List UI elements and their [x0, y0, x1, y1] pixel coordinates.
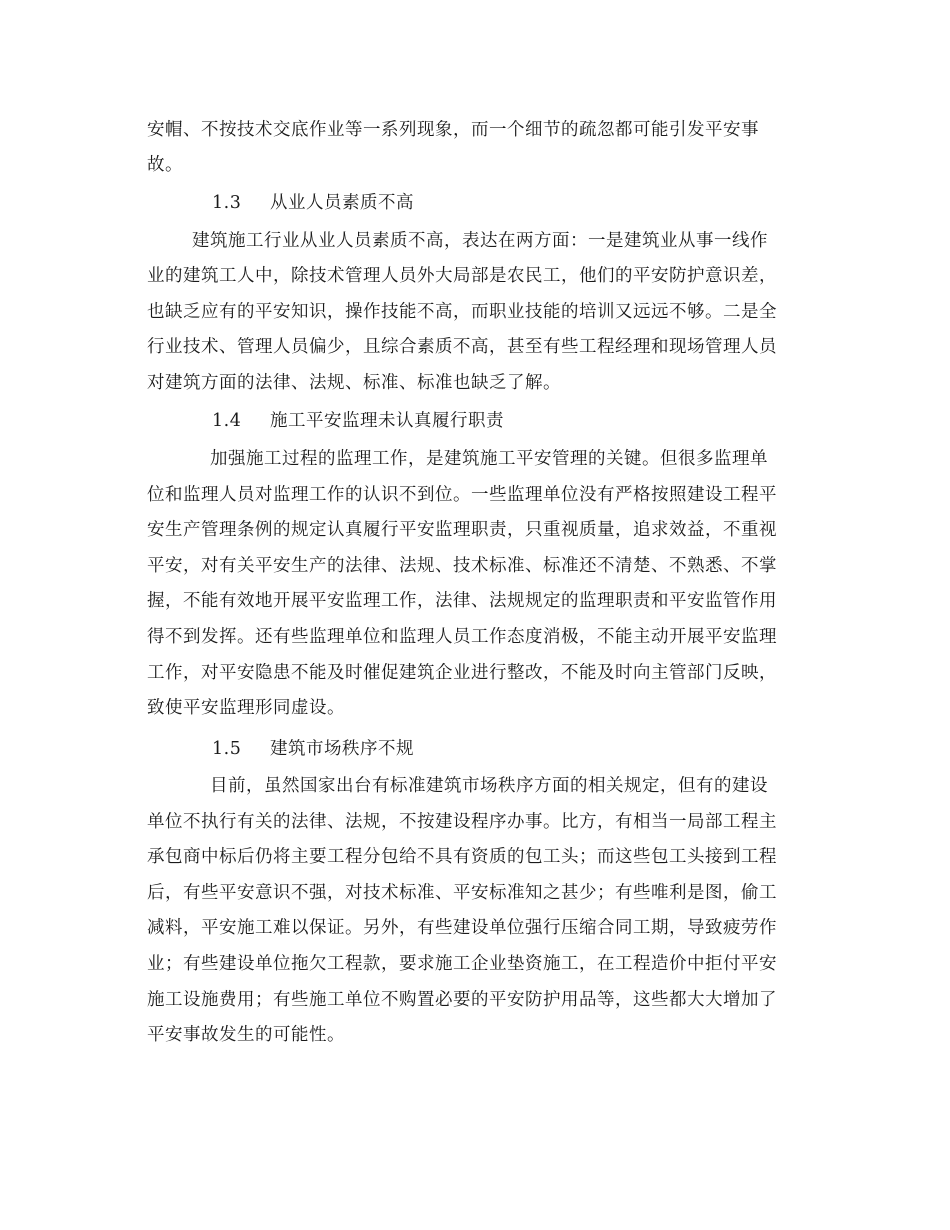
section-number: 1.4	[212, 411, 242, 431]
paragraph-line: 也缺乏应有的平安知识，操作技能不高，而职业技能的培训又远远不够。二是全	[147, 302, 777, 322]
paragraph-line: 对建筑方面的法律、法规、标准、标准也缺乏了解。	[147, 373, 561, 393]
paragraph-line: 后，有些平安意识不强，对技术标准、平安标准知之甚少；有些唯利是图，偷工	[147, 883, 777, 903]
paragraph-line: 安帽、不按技术交底作业等一系列现象，而一个细节的疏忽都可能引发平安事	[147, 120, 759, 140]
paragraph-line: 业；有些建设单位拖欠工程款，要求施工企业垫资施工，在工程造价中拒付平安	[147, 954, 777, 974]
paragraph-line: 加强施工过程的监理工作，是建筑施工平安管理的关键。但很多监理单	[210, 449, 768, 469]
section-number: 1.3	[212, 193, 242, 213]
section-number: 1.5	[212, 739, 242, 759]
paragraph-line: 建筑施工行业从业人员素质不高，表达在两方面：一是建筑业从事一线作	[192, 231, 768, 251]
paragraph-line: 平安，对有关平安生产的法律、法规、技术标准、标准还不清楚、不熟悉、不掌	[147, 556, 777, 576]
paragraph-line: 减料，平安施工难以保证。另外，有些建设单位强行压缩合同工期，导致疲劳作	[147, 918, 777, 938]
paragraph-line: 行业技术、管理人员偏少，且综合素质不高，甚至有些工程经理和现场管理人员	[147, 337, 777, 357]
paragraph-line: 位和监理人员对监理工作的认识不到位。一些监理单位没有严格按照建设工程平	[147, 485, 777, 505]
paragraph-line: 致使平安监理形同虚设。	[147, 698, 345, 718]
section-heading	[212, 186, 414, 220]
paragraph-line: 握，不能有效地开展平安监理工作，法律、法规规定的监理职责和平安监管作用	[147, 591, 777, 611]
section-title: 施工平安监理未认真履行职责	[270, 411, 504, 431]
paragraph-line: 业的建筑工人中，除技术管理人员外大局部是农民工，他们的平安防护意识差，	[147, 266, 777, 286]
section-heading	[212, 404, 504, 438]
paragraph-line: 目前，虽然国家出台有标准建筑市场秩序方面的相关规定，但有的建设	[210, 776, 768, 796]
paragraph-line: 单位不执行有关的法律、法规，不按建设程序办事。比方，有相当一局部工程主	[147, 812, 777, 832]
paragraph-line: 安生产管理条例的规定认真履行平安监理职责，只重视质量，追求效益，不重视	[147, 520, 777, 540]
paragraph-line: 承包商中标后仍将主要工程分包给不具有资质的包工头；而这些包工头接到工程	[147, 847, 777, 867]
paragraph-line: 得不到发挥。还有些监理单位和监理人员工作态度消极，不能主动开展平安监理	[147, 627, 777, 647]
paragraph-line: 施工设施费用；有些施工单位不购置必要的平安防护用品等，这些都大大增加了	[147, 990, 777, 1010]
paragraph-line: 工作，对平安隐患不能及时催促建筑企业进行整改，不能及时向主管部门反映，	[147, 663, 777, 683]
section-heading	[212, 732, 414, 766]
section-title: 从业人员素质不高	[270, 193, 414, 213]
paragraph-line: 平安事故发生的可能性。	[147, 1025, 345, 1045]
paragraph-line: 故。	[147, 155, 183, 175]
section-title: 建筑市场秩序不规	[270, 739, 414, 759]
